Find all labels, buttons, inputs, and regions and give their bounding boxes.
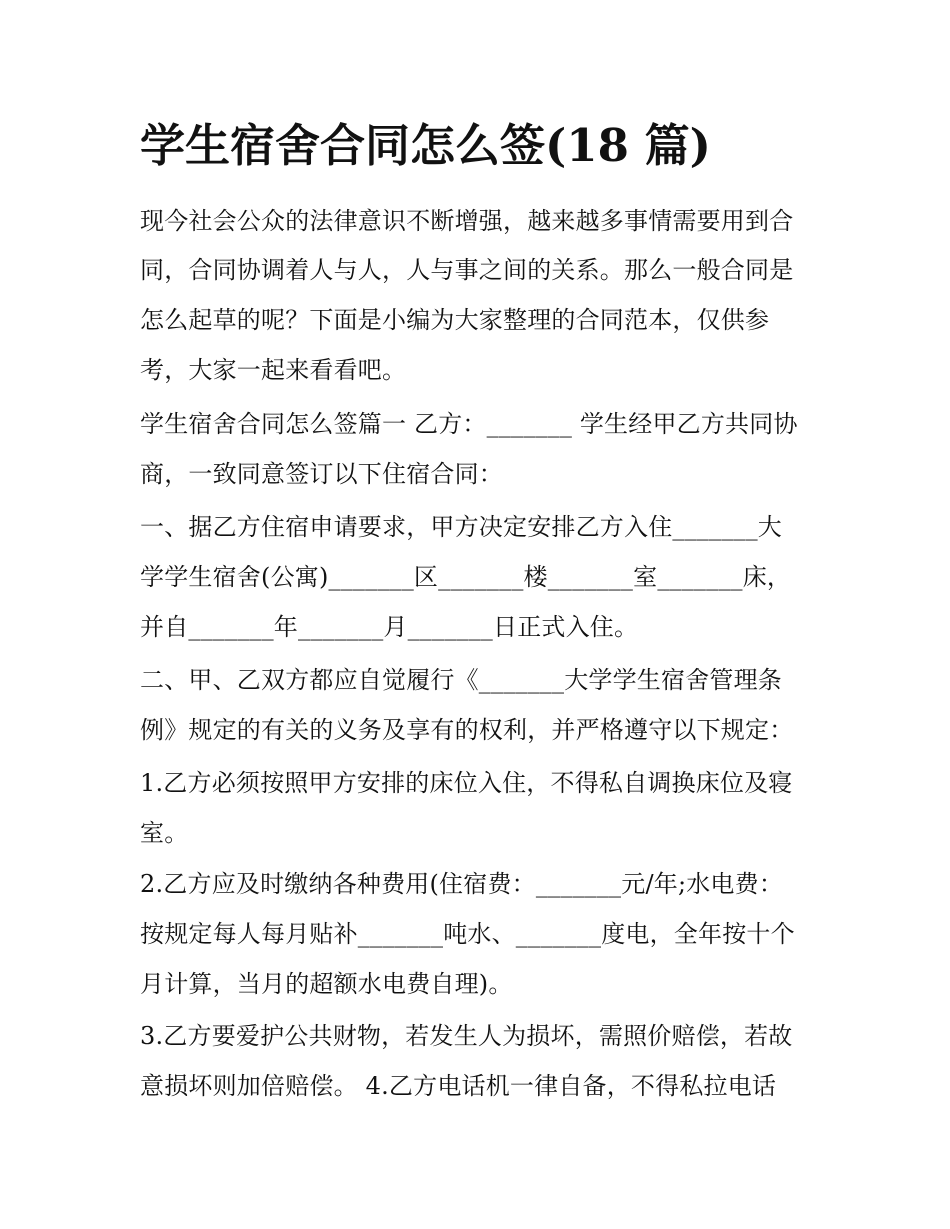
- body-line-11: 例》规定的有关的义务及享有的权利，并严格遵守以下规定：: [140, 716, 794, 744]
- body-line-13: 室。: [140, 819, 189, 847]
- body-line-14: 2.乙方应及时缴纳各种费用(住宿费：_______元/年;水电费：: [140, 870, 784, 898]
- body-line-7: 一、据乙方住宿申请要求，甲方决定安排乙方入住_______大: [140, 513, 782, 541]
- body-line-9: 并自_______年_______月_______日正式入住。: [140, 613, 639, 641]
- body-line-3: 怎么起草的呢？下面是小编为大家整理的合同范本，仅供参: [140, 306, 770, 334]
- body-line-12: 1.乙方必须按照甲方安排的床位入住，不得私自调换床位及寝: [140, 769, 793, 797]
- body-line-1: 现今社会公众的法律意识不断增强，越来越多事情需要用到合: [140, 207, 794, 235]
- body-line-2: 同，合同协调着人与人，人与事之间的关系。那么一般合同是: [140, 256, 794, 284]
- body-line-10: 二、甲、乙双方都应自觉履行《_______大学学生宿舍管理条: [140, 666, 782, 694]
- body-line-15: 按规定每人每月贴补_______吨水、_______度电，全年按十个: [140, 920, 795, 948]
- body-line-5: 学生宿舍合同怎么签篇一 乙方：_______ 学生经甲乙方共同协: [140, 410, 798, 438]
- body-line-6: 商，一致同意签订以下住宿合同：: [140, 460, 503, 488]
- body-line-4: 考，大家一起来看看吧。: [140, 356, 407, 384]
- document-title: 学生宿舍合同怎么签(18 篇): [140, 119, 711, 172]
- body-line-16: 月计算，当月的超额水电费自理)。: [140, 970, 513, 998]
- body-line-17: 3.乙方要爱护公共财物，若发生人为损坏，需照价赔偿，若故: [140, 1022, 793, 1050]
- body-line-18: 意损坏则加倍赔偿。 4.乙方电话机一律自备，不得私拉电话: [140, 1072, 777, 1100]
- body-line-8: 学学生宿舍(公寓)_______区_______楼_______室_______床，: [140, 563, 792, 591]
